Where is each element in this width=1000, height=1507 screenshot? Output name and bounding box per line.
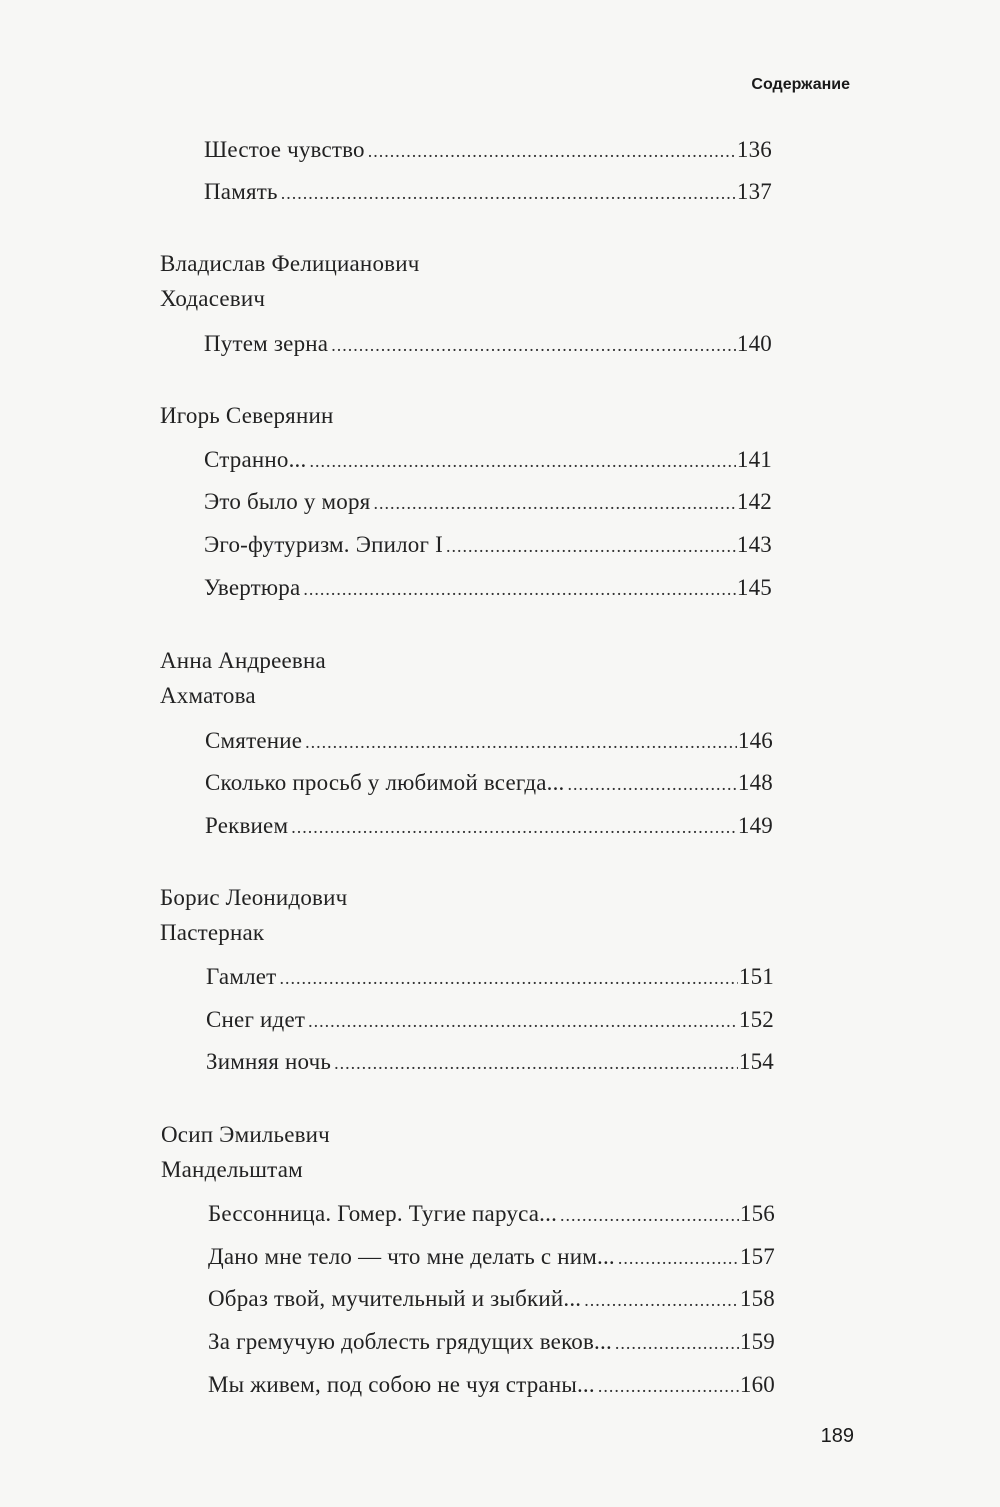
entry-page: 141 [736,447,772,472]
leader-dots [331,335,736,356]
running-header: Содержание [751,76,850,93]
entry-page: 146 [737,728,773,753]
author-name-line1: Осип Эмильевич [161,1122,330,1147]
toc-entry[interactable] [204,575,772,605]
toc-entry[interactable] [206,1049,774,1079]
toc-entry[interactable] [206,1007,774,1037]
leader-dots [584,1290,739,1311]
entry-page: 143 [736,532,772,557]
leader-dots [618,1248,739,1269]
entry-page: 148 [737,770,773,795]
entry-title: Эго-футуризм. Эпилог I [204,532,443,557]
leader-dots [279,968,737,989]
leader-dots [446,536,736,557]
entry-title: За гремучую доблесть грядущих веков... [208,1329,612,1354]
toc-entry[interactable] [206,964,774,994]
leader-dots [309,451,735,472]
toc-entry[interactable] [204,137,772,167]
leader-dots [308,1011,738,1032]
toc-entry[interactable] [204,489,772,519]
entry-title: Смятение [205,728,303,753]
entry-title: Реквием [205,813,289,838]
entry-title: Мы живем, под собою не чуя страны... [208,1372,595,1397]
entry-page: 157 [739,1244,775,1269]
entry-page: 142 [736,489,772,514]
toc-entry[interactable] [208,1286,775,1316]
leader-dots [281,183,736,204]
entry-page: 140 [736,331,772,356]
author-name-line2: Пастернак [160,920,265,945]
entry-page: 136 [736,137,772,162]
entry-title: Шестое чувство [204,137,365,162]
author-name-line2: Мандельштам [161,1157,303,1182]
entry-page: 145 [736,575,772,600]
leader-dots [334,1053,738,1074]
author-heading [160,246,560,316]
author-heading [160,643,560,713]
entry-page: 151 [738,964,774,989]
entry-page: 149 [737,813,773,838]
entry-title: Путем зерна [204,331,329,356]
toc-entry[interactable] [205,813,773,843]
toc-entry[interactable] [205,728,773,758]
toc-entry[interactable] [208,1329,775,1359]
leader-dots [598,1376,739,1397]
author-name-line1: Анна Андреевна [160,648,326,673]
page-number: 189 [820,1425,854,1447]
leader-dots [373,493,735,514]
toc-entry[interactable] [204,447,772,477]
entry-page: 158 [739,1286,775,1311]
entry-page: 159 [739,1329,775,1354]
entry-title: Образ твой, мучительный и зыбкий... [208,1286,582,1311]
leader-dots [368,141,736,162]
toc-entry[interactable] [208,1372,775,1402]
author-heading [160,880,560,950]
entry-title: Это было у моря [204,489,371,514]
entry-title: Странно... [204,447,307,472]
author-heading [161,1117,561,1187]
entry-title: Бессонница. Гомер. Тугие паруса... [208,1201,558,1226]
entry-page: 156 [739,1201,775,1226]
entry-page: 154 [738,1049,774,1074]
toc-entry[interactable] [208,1244,775,1274]
leader-dots [560,1205,739,1226]
entry-page: 137 [736,179,772,204]
leader-dots [291,817,737,838]
entry-title: Гамлет [206,964,277,989]
entry-title: Сколько просьб у любимой всегда... [205,770,565,795]
author-name-line1: Владислав Фелицианович [160,251,420,276]
author-name-line1: Игорь Северянин [160,403,334,428]
toc-entry[interactable] [205,770,773,800]
leader-dots [568,774,737,795]
toc-entry[interactable] [208,1201,775,1231]
leader-dots [303,579,736,600]
entry-title: Память [204,179,278,204]
toc-entry[interactable] [204,179,772,209]
author-name-line2: Ходасевич [160,286,266,311]
toc-entry[interactable] [204,532,772,562]
author-name-line1: Борис Леонидович [160,885,348,910]
entry-page: 152 [738,1007,774,1032]
entry-title: Снег идет [206,1007,306,1032]
author-heading [160,398,560,433]
author-name-line2: Ахматова [160,683,256,708]
leader-dots [305,732,737,753]
entry-title: Зимняя ночь [206,1049,332,1074]
entry-title: Дано мне тело — что мне делать с ним... [208,1244,615,1269]
leader-dots [615,1333,739,1354]
entry-page: 160 [739,1372,775,1397]
entry-title: Увертюра [204,575,301,600]
toc-entry[interactable] [204,331,772,361]
